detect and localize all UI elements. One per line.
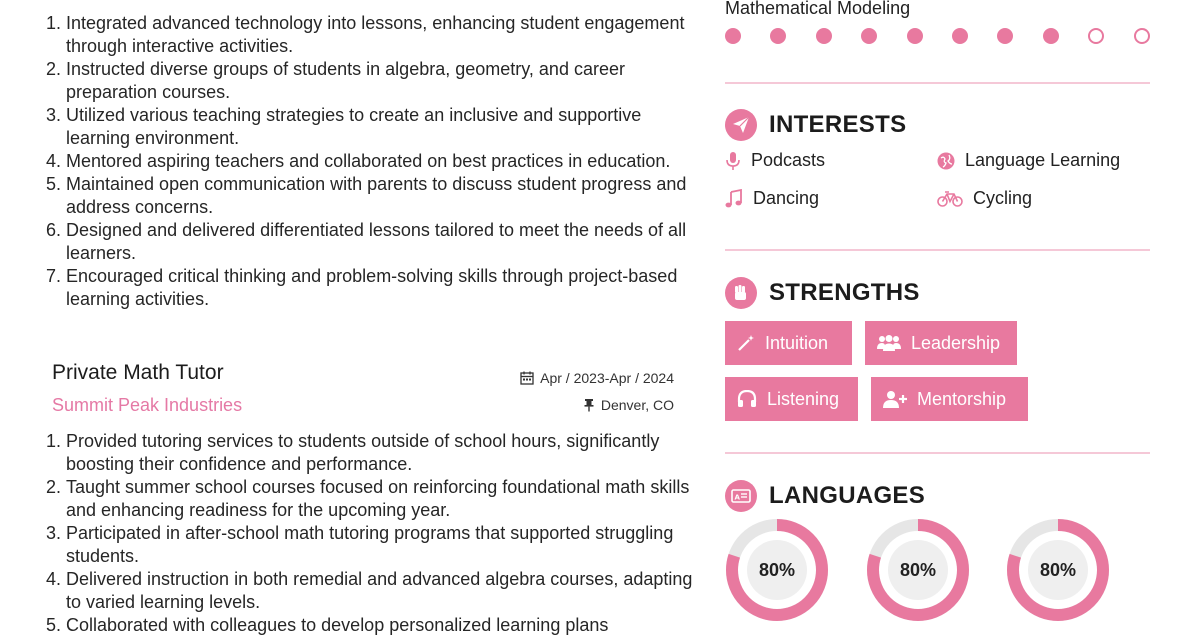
skill-dot (997, 28, 1013, 44)
fist-icon (725, 277, 757, 309)
divider (725, 82, 1150, 84)
interests-header (725, 109, 906, 141)
job-title: Private Math Tutor (52, 361, 224, 384)
languages-header (725, 480, 925, 512)
skill-dot (952, 28, 968, 44)
strengths-title: STRENGTHS (769, 279, 920, 306)
interest-label: Podcasts (751, 150, 826, 170)
skill-dot (770, 28, 786, 44)
bicycle-icon (937, 190, 963, 208)
user-plus-icon (883, 390, 907, 408)
list-item: 4. Mentored aspiring teachers and collaborated on best practices in education. (66, 150, 696, 173)
skill-level-dots (725, 28, 1150, 44)
list-item: 4. Delivered instruction in both remedial and advanced algebra courses, adapting to varied learning levels. (66, 568, 706, 614)
strength-tag (725, 377, 858, 421)
skill-dot (907, 28, 923, 44)
list-item: 6. Designed and delivered differentiated lessons tailored to meet the needs of all learners. (66, 219, 696, 265)
skill-dot (725, 28, 741, 44)
globe-icon (937, 152, 955, 170)
list-item: 1. Integrated advanced technology into lessons, enhancing student engagement through interactive activities. (66, 12, 696, 58)
interest-item (937, 188, 1032, 209)
strength-tag (871, 377, 1028, 421)
interest-item (725, 188, 819, 209)
strength-tag (725, 321, 852, 365)
list-item: 5. Maintained open communication with parents to discuss student progress and address concerns. (66, 173, 696, 219)
list-item: 2. Instructed diverse groups of students in algebra, geometry, and career preparation courses. (66, 58, 696, 104)
magic-wand-icon (737, 334, 755, 352)
skill-dot (1134, 28, 1150, 44)
strengths-header (725, 277, 920, 309)
headphones-icon (737, 390, 757, 408)
company-name: Summit Peak Industries (52, 395, 243, 415)
strength-label: Intuition (765, 332, 829, 353)
list-item: 5. Collaborated with colleagues to develop personalized learning plans (66, 614, 706, 637)
prior-job-bullets (40, 12, 696, 311)
microphone-icon (725, 151, 741, 171)
list-item: 7. Encouraged critical thinking and problem-solving skills through project-based learning activities. (66, 265, 696, 311)
languages-title: LANGUAGES (769, 482, 926, 509)
strength-label: Mentorship (917, 388, 1007, 409)
language-card-icon (725, 480, 757, 512)
skill-dot (1043, 28, 1059, 44)
strength-tag (865, 321, 1017, 365)
list-item: 1. Provided tutoring services to students outside of school hours, significantly boosting their confidence and performance. (66, 430, 706, 476)
language-percent: 80% (899, 559, 937, 580)
paper-plane-icon (725, 109, 757, 141)
interests-title: INTERESTS (769, 111, 907, 138)
list-item: 3. Utilized various teaching strategies to create an inclusive and supportive learning environment. (66, 104, 696, 150)
pin-icon (583, 398, 595, 412)
music-note-icon (725, 189, 743, 209)
interest-item (725, 150, 825, 171)
interest-label: Dancing (753, 188, 820, 208)
job-dates-text: Apr / 2023-Apr / 2024 (540, 370, 674, 386)
users-icon (877, 334, 901, 352)
language-ring (725, 518, 829, 622)
list-item: 2. Taught summer school courses focused on reinforcing foundational math skills and enhancing readiness for the upcoming year. (66, 476, 706, 522)
job-location-text: Denver, CO (600, 397, 674, 413)
strength-label: Leadership (911, 332, 1001, 353)
skill-dot (861, 28, 877, 44)
interest-item (937, 150, 1120, 171)
job-dates (520, 370, 674, 386)
language-percent: 80% (758, 559, 796, 580)
job-bullets (40, 430, 706, 637)
interest-label: Language Learning (965, 150, 1121, 170)
divider (725, 452, 1150, 454)
job-location (583, 397, 674, 413)
svg-text:A: A (734, 493, 740, 502)
language-ring (866, 518, 970, 622)
interest-label: Cycling (973, 188, 1033, 208)
skill-name: Mathematical Modeling (725, 0, 911, 18)
calendar-icon (520, 371, 534, 385)
skill-dot (1088, 28, 1104, 44)
skill-dot (816, 28, 832, 44)
divider (725, 249, 1150, 251)
language-ring (1006, 518, 1110, 622)
list-item: 3. Participated in after-school math tutoring programs that supported struggling students. (66, 522, 706, 568)
strength-label: Listening (767, 388, 840, 409)
language-percent: 80% (1039, 559, 1077, 580)
